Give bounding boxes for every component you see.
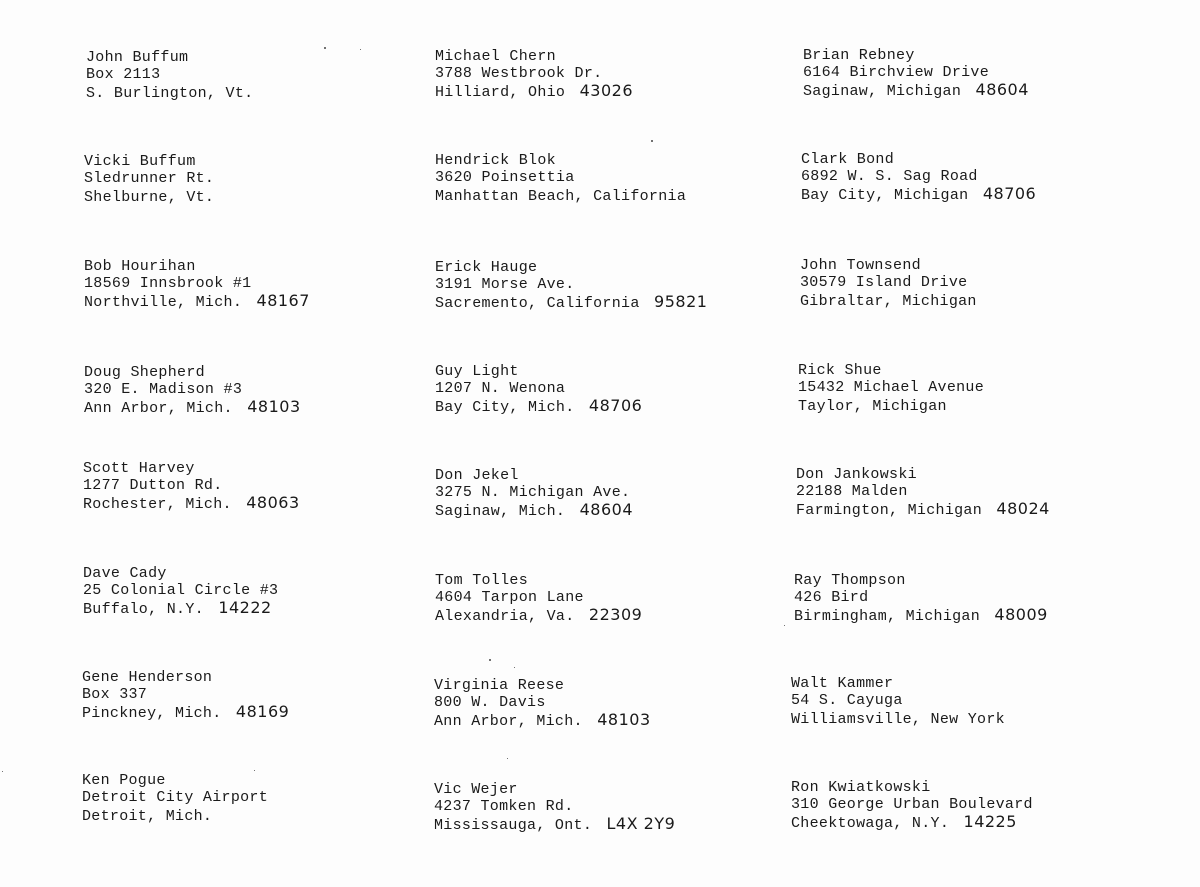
label-street: 4237 Tomken Rd.	[434, 798, 574, 815]
label-city: Bay City, Michigan	[801, 187, 969, 204]
label-zip: 22309	[588, 605, 643, 624]
label-city-line	[82, 703, 289, 720]
address-label	[435, 48, 633, 99]
label-city: Rochester, Mich.	[83, 496, 232, 513]
label-city-line	[791, 813, 1033, 830]
label-name: Erick Hauge	[435, 259, 538, 276]
label-street: 3620 Poinsettia	[435, 169, 575, 186]
label-zip: 48604	[579, 500, 634, 519]
label-name: Don Jekel	[435, 467, 519, 484]
label-city-line	[84, 398, 301, 415]
label-street: 15432 Michael Avenue	[798, 379, 985, 396]
label-street: Sledrunner Rt.	[84, 170, 215, 187]
label-name: Vic Wejer	[434, 781, 518, 798]
label-city: Sacremento, California	[435, 295, 640, 312]
address-label	[84, 364, 301, 415]
label-name: Rick Shue	[798, 362, 882, 379]
label-street: 18569 Innsbrook #1	[84, 275, 252, 292]
label-zip: 48604	[975, 80, 1029, 99]
label-street: 1277 Dutton Rd.	[83, 477, 223, 494]
label-city: Bay City, Mich.	[435, 399, 575, 416]
address-label	[435, 259, 707, 310]
label-zip: L4X 2Y9	[606, 814, 676, 833]
label-street: Box 2113	[86, 66, 161, 83]
label-city-line	[798, 396, 984, 413]
label-name: Hendrick Blok	[435, 152, 556, 169]
scan-speck	[784, 625, 785, 626]
address-label	[803, 47, 1029, 98]
label-city: Manhattan Beach, California	[435, 188, 687, 205]
label-street: 320 E. Madison #3	[84, 381, 243, 398]
address-label	[435, 467, 633, 518]
label-name: Brian Rebney	[803, 47, 915, 64]
label-name: Michael Chern	[435, 48, 556, 65]
label-street: 3275 N. Michigan Ave.	[435, 484, 631, 501]
label-name: Scott Harvey	[83, 460, 195, 477]
label-street: 22188 Malden	[796, 483, 908, 500]
address-label	[434, 677, 651, 728]
label-city-line	[800, 291, 991, 308]
label-name: John Townsend	[800, 257, 921, 274]
label-city: Williamsville, New York	[791, 711, 1005, 728]
label-name: Don Jankowski	[796, 466, 917, 483]
label-city-line	[83, 494, 300, 511]
label-city: Gibraltar, Michigan	[800, 293, 977, 310]
label-zip: 48103	[247, 397, 301, 416]
label-city-line	[435, 293, 707, 310]
address-label	[84, 258, 310, 309]
address-label	[82, 772, 268, 823]
label-street: 25 Colonial Circle #3	[83, 582, 279, 599]
label-city-line	[82, 806, 268, 823]
label-zip: 48167	[256, 291, 310, 310]
scan-speck	[651, 140, 653, 142]
address-label	[83, 565, 278, 616]
address-label	[86, 49, 268, 100]
label-city: Cheektowaga, N.Y.	[791, 815, 950, 832]
label-city: Taylor, Michigan	[798, 398, 947, 415]
label-street: 1207 N. Wenona	[435, 380, 566, 397]
address-label	[800, 257, 991, 308]
label-zip: 48024	[996, 499, 1050, 518]
label-zip: 48009	[994, 605, 1048, 624]
label-name: Ken Pogue	[82, 772, 166, 789]
label-city: Farmington, Michigan	[796, 502, 983, 519]
label-name: Doug Shepherd	[84, 364, 205, 381]
label-city: Shelburne, Vt.	[84, 189, 215, 206]
address-label	[796, 466, 1050, 517]
label-city-line	[803, 81, 1029, 98]
address-label	[435, 363, 642, 414]
label-city-line	[794, 606, 1048, 623]
address-label	[435, 572, 642, 623]
label-city: S. Burlington, Vt.	[86, 85, 254, 102]
label-name: Ray Thompson	[794, 572, 906, 589]
label-city: Ann Arbor, Mich.	[84, 400, 233, 417]
label-street: 54 S. Cayuga	[791, 692, 903, 709]
label-city-line	[435, 186, 701, 203]
label-zip: 95821	[654, 292, 708, 311]
label-city-line	[434, 815, 675, 832]
scan-speck	[489, 659, 491, 661]
label-city: Mississauga, Ont.	[434, 817, 593, 834]
label-city-line	[84, 187, 229, 204]
scan-speck	[2, 771, 3, 772]
address-label	[801, 151, 1036, 202]
label-zip: 48706	[982, 184, 1037, 203]
label-city-line	[83, 599, 278, 616]
label-city: Ann Arbor, Mich.	[434, 713, 583, 730]
label-city: Saginaw, Michigan	[803, 83, 962, 100]
label-city-line	[791, 709, 1019, 726]
label-city-line	[435, 606, 642, 623]
label-zip: 14222	[218, 598, 272, 617]
label-zip: 48169	[235, 702, 290, 721]
label-street: Detroit City Airport	[82, 789, 269, 806]
label-city-line	[801, 185, 1036, 202]
label-city-line	[796, 500, 1050, 517]
label-name: Ron Kwiatkowski	[791, 779, 931, 796]
label-city: Birmingham, Michigan	[794, 608, 981, 625]
label-name: Virginia Reese	[434, 677, 565, 694]
scan-speck	[254, 770, 255, 771]
label-city-line	[435, 501, 633, 518]
label-city: Pinckney, Mich.	[82, 705, 222, 722]
label-name: Guy Light	[435, 363, 519, 380]
label-street: 3788 Westbrook Dr.	[435, 65, 603, 82]
label-city: Northville, Mich.	[84, 294, 243, 311]
label-name: Walt Kammer	[791, 675, 894, 692]
address-label	[82, 669, 289, 720]
label-name: Dave Cady	[83, 565, 167, 582]
label-city: Hilliard, Ohio	[435, 84, 566, 101]
label-city-line	[435, 397, 642, 414]
label-street: 310 George Urban Boulevard	[791, 796, 1033, 813]
label-street: 30579 Island Drive	[800, 274, 968, 291]
label-zip: 48063	[246, 493, 300, 512]
label-name: Vicki Buffum	[84, 153, 196, 170]
label-zip: 43026	[579, 81, 634, 100]
label-city-line	[84, 292, 310, 309]
label-city-line	[86, 83, 268, 100]
address-label	[434, 781, 675, 832]
label-street: 6892 W. S. Sag Road	[801, 168, 978, 185]
address-label	[798, 362, 984, 413]
label-city: Buffalo, N.Y.	[83, 601, 204, 618]
label-city: Saginaw, Mich.	[435, 503, 566, 520]
label-zip: 14225	[963, 812, 1017, 831]
label-street: 4604 Tarpon Lane	[435, 589, 584, 606]
label-city-line	[435, 82, 633, 99]
label-name: Tom Tolles	[435, 572, 529, 589]
address-label	[83, 460, 300, 511]
label-street: Box 337	[82, 686, 148, 703]
label-name: Clark Bond	[801, 151, 895, 168]
label-city: Alexandria, Va.	[435, 608, 575, 625]
scan-speck	[324, 47, 326, 49]
label-street: 6164 Birchview Drive	[803, 64, 990, 81]
label-street: 800 W. Davis	[434, 694, 546, 711]
address-label	[84, 153, 229, 204]
label-street: 3191 Morse Ave.	[435, 276, 575, 293]
address-label	[791, 675, 1019, 726]
scan-speck	[507, 758, 508, 759]
label-city-line	[434, 711, 651, 728]
label-name: Gene Henderson	[82, 669, 213, 686]
label-zip: 48706	[588, 396, 643, 415]
label-city: Detroit, Mich.	[82, 808, 213, 825]
scan-speck	[360, 49, 361, 50]
label-zip: 48103	[597, 710, 651, 729]
label-name: John Buffum	[86, 49, 189, 66]
address-label	[435, 152, 701, 203]
address-label	[794, 572, 1048, 623]
label-name: Bob Hourihan	[84, 258, 196, 275]
scan-speck	[514, 667, 515, 668]
address-label	[791, 779, 1033, 830]
label-street: 426 Bird	[794, 589, 869, 606]
